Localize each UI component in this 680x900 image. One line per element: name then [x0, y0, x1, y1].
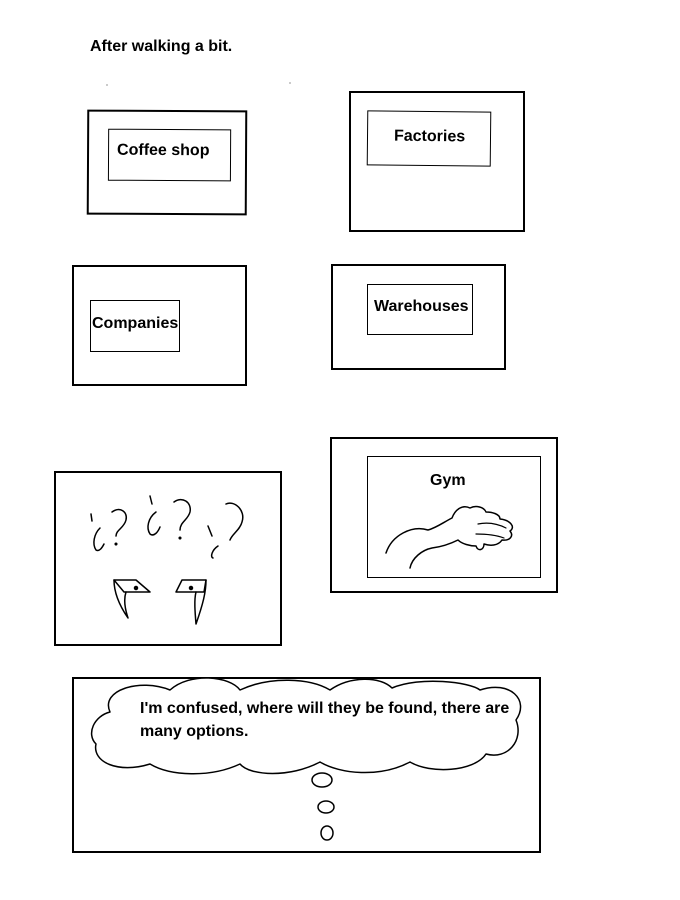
factories-label: Factories: [393, 127, 466, 146]
thought-dot-1: [312, 773, 332, 787]
thought-dot-3: [321, 826, 333, 840]
page-caption: After walking a bit.: [90, 38, 233, 55]
warehouses-label: Warehouses: [374, 298, 469, 315]
coffee-shop-label: Coffee shop: [117, 141, 210, 160]
gym-label: Gym: [430, 472, 466, 489]
thought-dot-2: [318, 801, 334, 813]
thought-text: I'm confused, where will they be found, there are many options.: [140, 700, 510, 740]
companies-label: Companies: [92, 315, 179, 332]
